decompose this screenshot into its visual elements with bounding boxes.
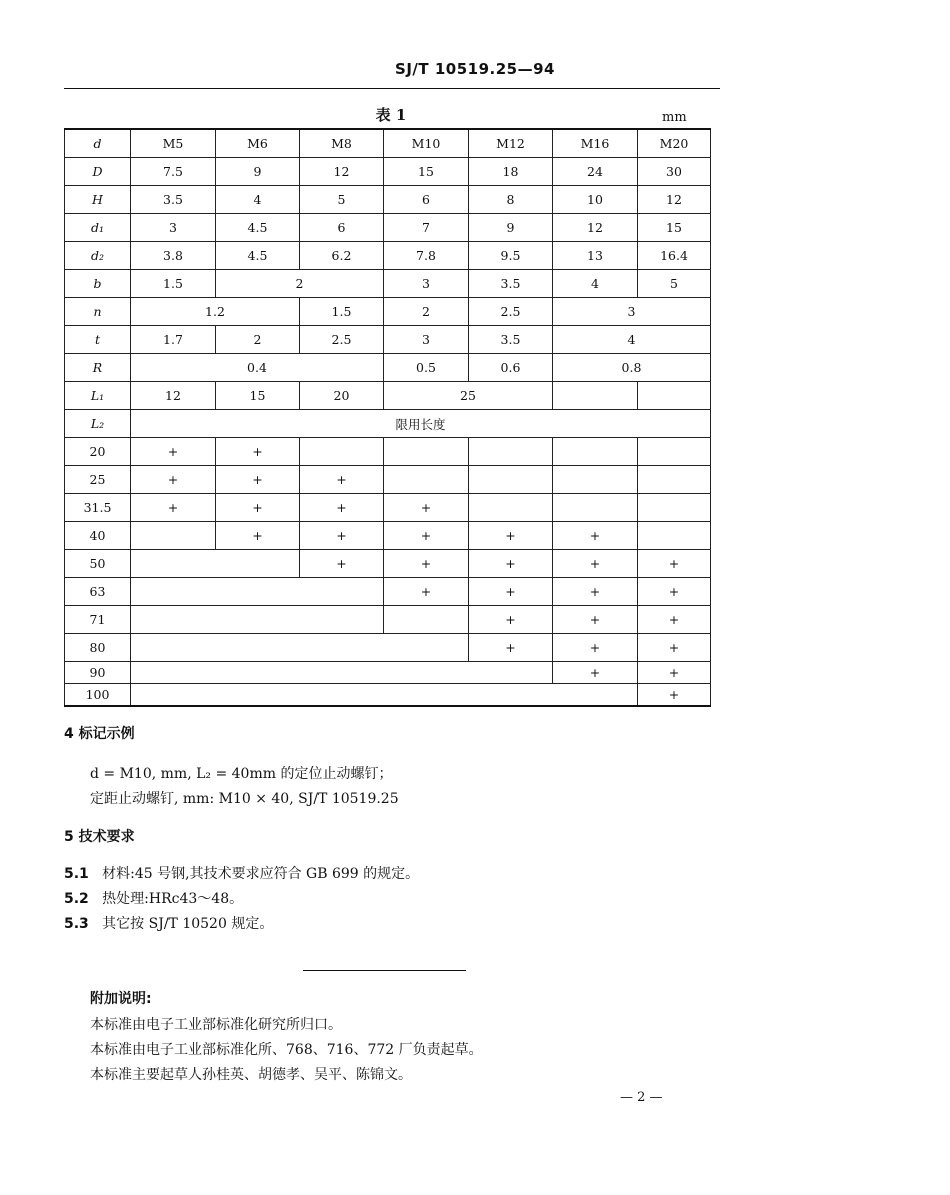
table-cell — [638, 522, 711, 550]
table-cell: + — [300, 494, 384, 522]
row-header: 90 — [65, 662, 131, 684]
table-row — [65, 466, 711, 494]
table-cell — [553, 466, 638, 494]
table-row — [65, 326, 711, 354]
table-cell — [553, 382, 638, 410]
table-cell: 限用长度 — [131, 410, 711, 438]
notes-line: 本标准主要起草人孙桂英、胡德孝、吴平、陈锦文。 — [90, 1067, 412, 1083]
table-cell — [131, 522, 216, 550]
table-cell: 16.4 — [638, 242, 711, 270]
table-cell: M6 — [216, 129, 300, 158]
table-row — [65, 662, 711, 684]
table-cell: 3 — [131, 214, 216, 242]
notes-title: 附加说明: — [90, 991, 152, 1007]
table-cell — [131, 606, 384, 634]
table-cell: 1.5 — [131, 270, 216, 298]
marking-example-line-1: d = M10, mm, L₂ = 40mm 的定位止动螺钉； — [90, 766, 393, 782]
table-cell: 8 — [469, 186, 553, 214]
table-row — [65, 242, 711, 270]
row-header: 20 — [65, 438, 131, 466]
row-header: 31.5 — [65, 494, 131, 522]
table-cell: 6 — [384, 186, 469, 214]
requirement-number: 5.2 — [64, 891, 89, 907]
table-cell: M8 — [300, 129, 384, 158]
table-cell: + — [216, 494, 300, 522]
requirement-number: 5.3 — [64, 916, 89, 932]
table-cell: + — [131, 494, 216, 522]
table-cell — [300, 438, 384, 466]
table-cell — [638, 438, 711, 466]
table-row — [65, 129, 711, 158]
requirement-item — [64, 913, 273, 933]
table-cell: 20 — [300, 382, 384, 410]
table-cell: + — [131, 466, 216, 494]
table-cell — [131, 550, 300, 578]
table-cell: M16 — [553, 129, 638, 158]
table-cell: + — [384, 550, 469, 578]
table-cell: 2.5 — [469, 298, 553, 326]
table-cell: + — [469, 634, 553, 662]
row-header: t — [65, 326, 131, 354]
table-cell: + — [553, 634, 638, 662]
table-cell: 9 — [216, 158, 300, 186]
table-row — [65, 270, 711, 298]
row-header: 63 — [65, 578, 131, 606]
table-cell — [553, 494, 638, 522]
table-cell: + — [553, 550, 638, 578]
table-row — [65, 606, 711, 634]
table-row — [65, 410, 711, 438]
table-cell: 0.8 — [553, 354, 711, 382]
table-cell: + — [638, 578, 711, 606]
table-cell: + — [638, 550, 711, 578]
table-cell: 2.5 — [300, 326, 384, 354]
table-cell: 9 — [469, 214, 553, 242]
table-cell: 30 — [638, 158, 711, 186]
table-cell: 18 — [469, 158, 553, 186]
table-cell: + — [300, 466, 384, 494]
table-cell: 25 — [384, 382, 553, 410]
table-cell: 3 — [553, 298, 711, 326]
table-cell: 1.2 — [131, 298, 300, 326]
row-header: n — [65, 298, 131, 326]
table-cell: + — [553, 662, 638, 684]
table-cell: 15 — [384, 158, 469, 186]
table-row — [65, 438, 711, 466]
table-cell: 6 — [300, 214, 384, 242]
table-cell — [131, 684, 638, 707]
table-cell: + — [216, 522, 300, 550]
row-header: 40 — [65, 522, 131, 550]
table-row — [65, 550, 711, 578]
table-cell — [469, 466, 553, 494]
table-cell — [131, 634, 469, 662]
header-rule — [64, 88, 720, 89]
table-cell: 12 — [553, 214, 638, 242]
table-row — [65, 578, 711, 606]
table-cell: 1.5 — [300, 298, 384, 326]
table-cell: 5 — [300, 186, 384, 214]
dimension-table — [64, 128, 711, 707]
table-cell: M5 — [131, 129, 216, 158]
table-cell: + — [638, 606, 711, 634]
table-cell — [384, 606, 469, 634]
table-cell: 15 — [638, 214, 711, 242]
table-cell: 7.8 — [384, 242, 469, 270]
table-cell: 0.6 — [469, 354, 553, 382]
table-cell: M12 — [469, 129, 553, 158]
marking-example-line-2: 定距止动螺钉, mm: M10 × 40, SJ/T 10519.25 — [90, 791, 399, 807]
table-cell: + — [131, 438, 216, 466]
table-cell: M10 — [384, 129, 469, 158]
table-cell: 5 — [638, 270, 711, 298]
table-cell — [469, 438, 553, 466]
table-cell: 3 — [384, 270, 469, 298]
page-number: — 2 — — [620, 1090, 663, 1105]
table-cell: + — [553, 522, 638, 550]
requirement-text: 材料:45 号钢,其技术要求应符合 GB 699 的规定。 — [102, 866, 420, 882]
table-caption: 表 1 — [375, 106, 407, 124]
notes-line: 本标准由电子工业部标准化研究所归口。 — [90, 1017, 342, 1033]
row-header: D — [65, 158, 131, 186]
row-header: R — [65, 354, 131, 382]
table-row — [65, 382, 711, 410]
row-header: 71 — [65, 606, 131, 634]
table-cell — [131, 578, 384, 606]
row-header: b — [65, 270, 131, 298]
table-cell: 12 — [638, 186, 711, 214]
table-cell: 3.5 — [469, 326, 553, 354]
table-cell: + — [638, 634, 711, 662]
table-cell — [553, 438, 638, 466]
table-cell: + — [553, 606, 638, 634]
table-cell: 12 — [131, 382, 216, 410]
table-cell: + — [300, 550, 384, 578]
table-row — [65, 298, 711, 326]
table-cell: 7.5 — [131, 158, 216, 186]
table-cell: + — [469, 606, 553, 634]
table-unit: mm — [662, 110, 687, 125]
table-cell — [638, 494, 711, 522]
table-cell: 2 — [216, 326, 300, 354]
table-cell: + — [553, 578, 638, 606]
table-cell: + — [384, 494, 469, 522]
table-cell: 1.7 — [131, 326, 216, 354]
table-cell: + — [216, 466, 300, 494]
table-cell: 0.5 — [384, 354, 469, 382]
row-header: d₁ — [65, 214, 131, 242]
table-row — [65, 354, 711, 382]
table-cell: 10 — [553, 186, 638, 214]
table-cell: 24 — [553, 158, 638, 186]
table-cell — [469, 494, 553, 522]
table-row — [65, 494, 711, 522]
row-header: 50 — [65, 550, 131, 578]
table-cell: 2 — [384, 298, 469, 326]
notes-line: 本标准由电子工业部标准化所、768、716、772 厂负责起草。 — [90, 1042, 483, 1058]
table-cell: 3.5 — [469, 270, 553, 298]
table-cell: 0.4 — [131, 354, 384, 382]
table-cell: + — [638, 662, 711, 684]
table-row — [65, 684, 711, 707]
requirement-item — [64, 863, 419, 883]
table-row — [65, 522, 711, 550]
table-cell: 4 — [216, 186, 300, 214]
requirement-text: 其它按 SJ/T 10520 规定。 — [102, 916, 274, 932]
table-cell: 4.5 — [216, 214, 300, 242]
requirement-item — [64, 888, 243, 908]
row-header: d — [65, 129, 131, 158]
table-cell: 15 — [216, 382, 300, 410]
table-cell: 6.2 — [300, 242, 384, 270]
table-cell: 3 — [384, 326, 469, 354]
table-row — [65, 634, 711, 662]
requirement-number: 5.1 — [64, 866, 89, 882]
table-cell: 7 — [384, 214, 469, 242]
table-cell: + — [384, 522, 469, 550]
section-4-title: 4 标记示例 — [64, 726, 135, 742]
table-cell: + — [469, 578, 553, 606]
requirement-text: 热处理:HRc43～48。 — [102, 891, 244, 907]
row-header: H — [65, 186, 131, 214]
table-cell: 4.5 — [216, 242, 300, 270]
table-cell: 13 — [553, 242, 638, 270]
table-cell: + — [300, 522, 384, 550]
table-cell: + — [469, 550, 553, 578]
table-cell: + — [384, 578, 469, 606]
table-cell: 4 — [553, 326, 711, 354]
table-cell: M20 — [638, 129, 711, 158]
standard-code-header: SJ/T 10519.25—94 — [395, 60, 555, 78]
row-header: 80 — [65, 634, 131, 662]
row-header: L₂ — [65, 410, 131, 438]
table-cell: 4 — [553, 270, 638, 298]
notes-separator — [303, 970, 466, 971]
table-row — [65, 158, 711, 186]
table-cell: + — [638, 684, 711, 707]
table-row — [65, 214, 711, 242]
row-header: d₂ — [65, 242, 131, 270]
table-cell: 3.8 — [131, 242, 216, 270]
table-cell — [638, 466, 711, 494]
table-cell — [638, 382, 711, 410]
table-cell: 9.5 — [469, 242, 553, 270]
table-row — [65, 186, 711, 214]
table-cell — [384, 466, 469, 494]
table-cell: 3.5 — [131, 186, 216, 214]
row-header: 100 — [65, 684, 131, 707]
table-cell — [384, 438, 469, 466]
table-cell: + — [469, 522, 553, 550]
row-header: 25 — [65, 466, 131, 494]
row-header: L₁ — [65, 382, 131, 410]
table-cell: + — [216, 438, 300, 466]
table-cell: 2 — [216, 270, 384, 298]
table-cell: 12 — [300, 158, 384, 186]
section-5-title: 5 技术要求 — [64, 829, 135, 845]
table-cell — [131, 662, 553, 684]
